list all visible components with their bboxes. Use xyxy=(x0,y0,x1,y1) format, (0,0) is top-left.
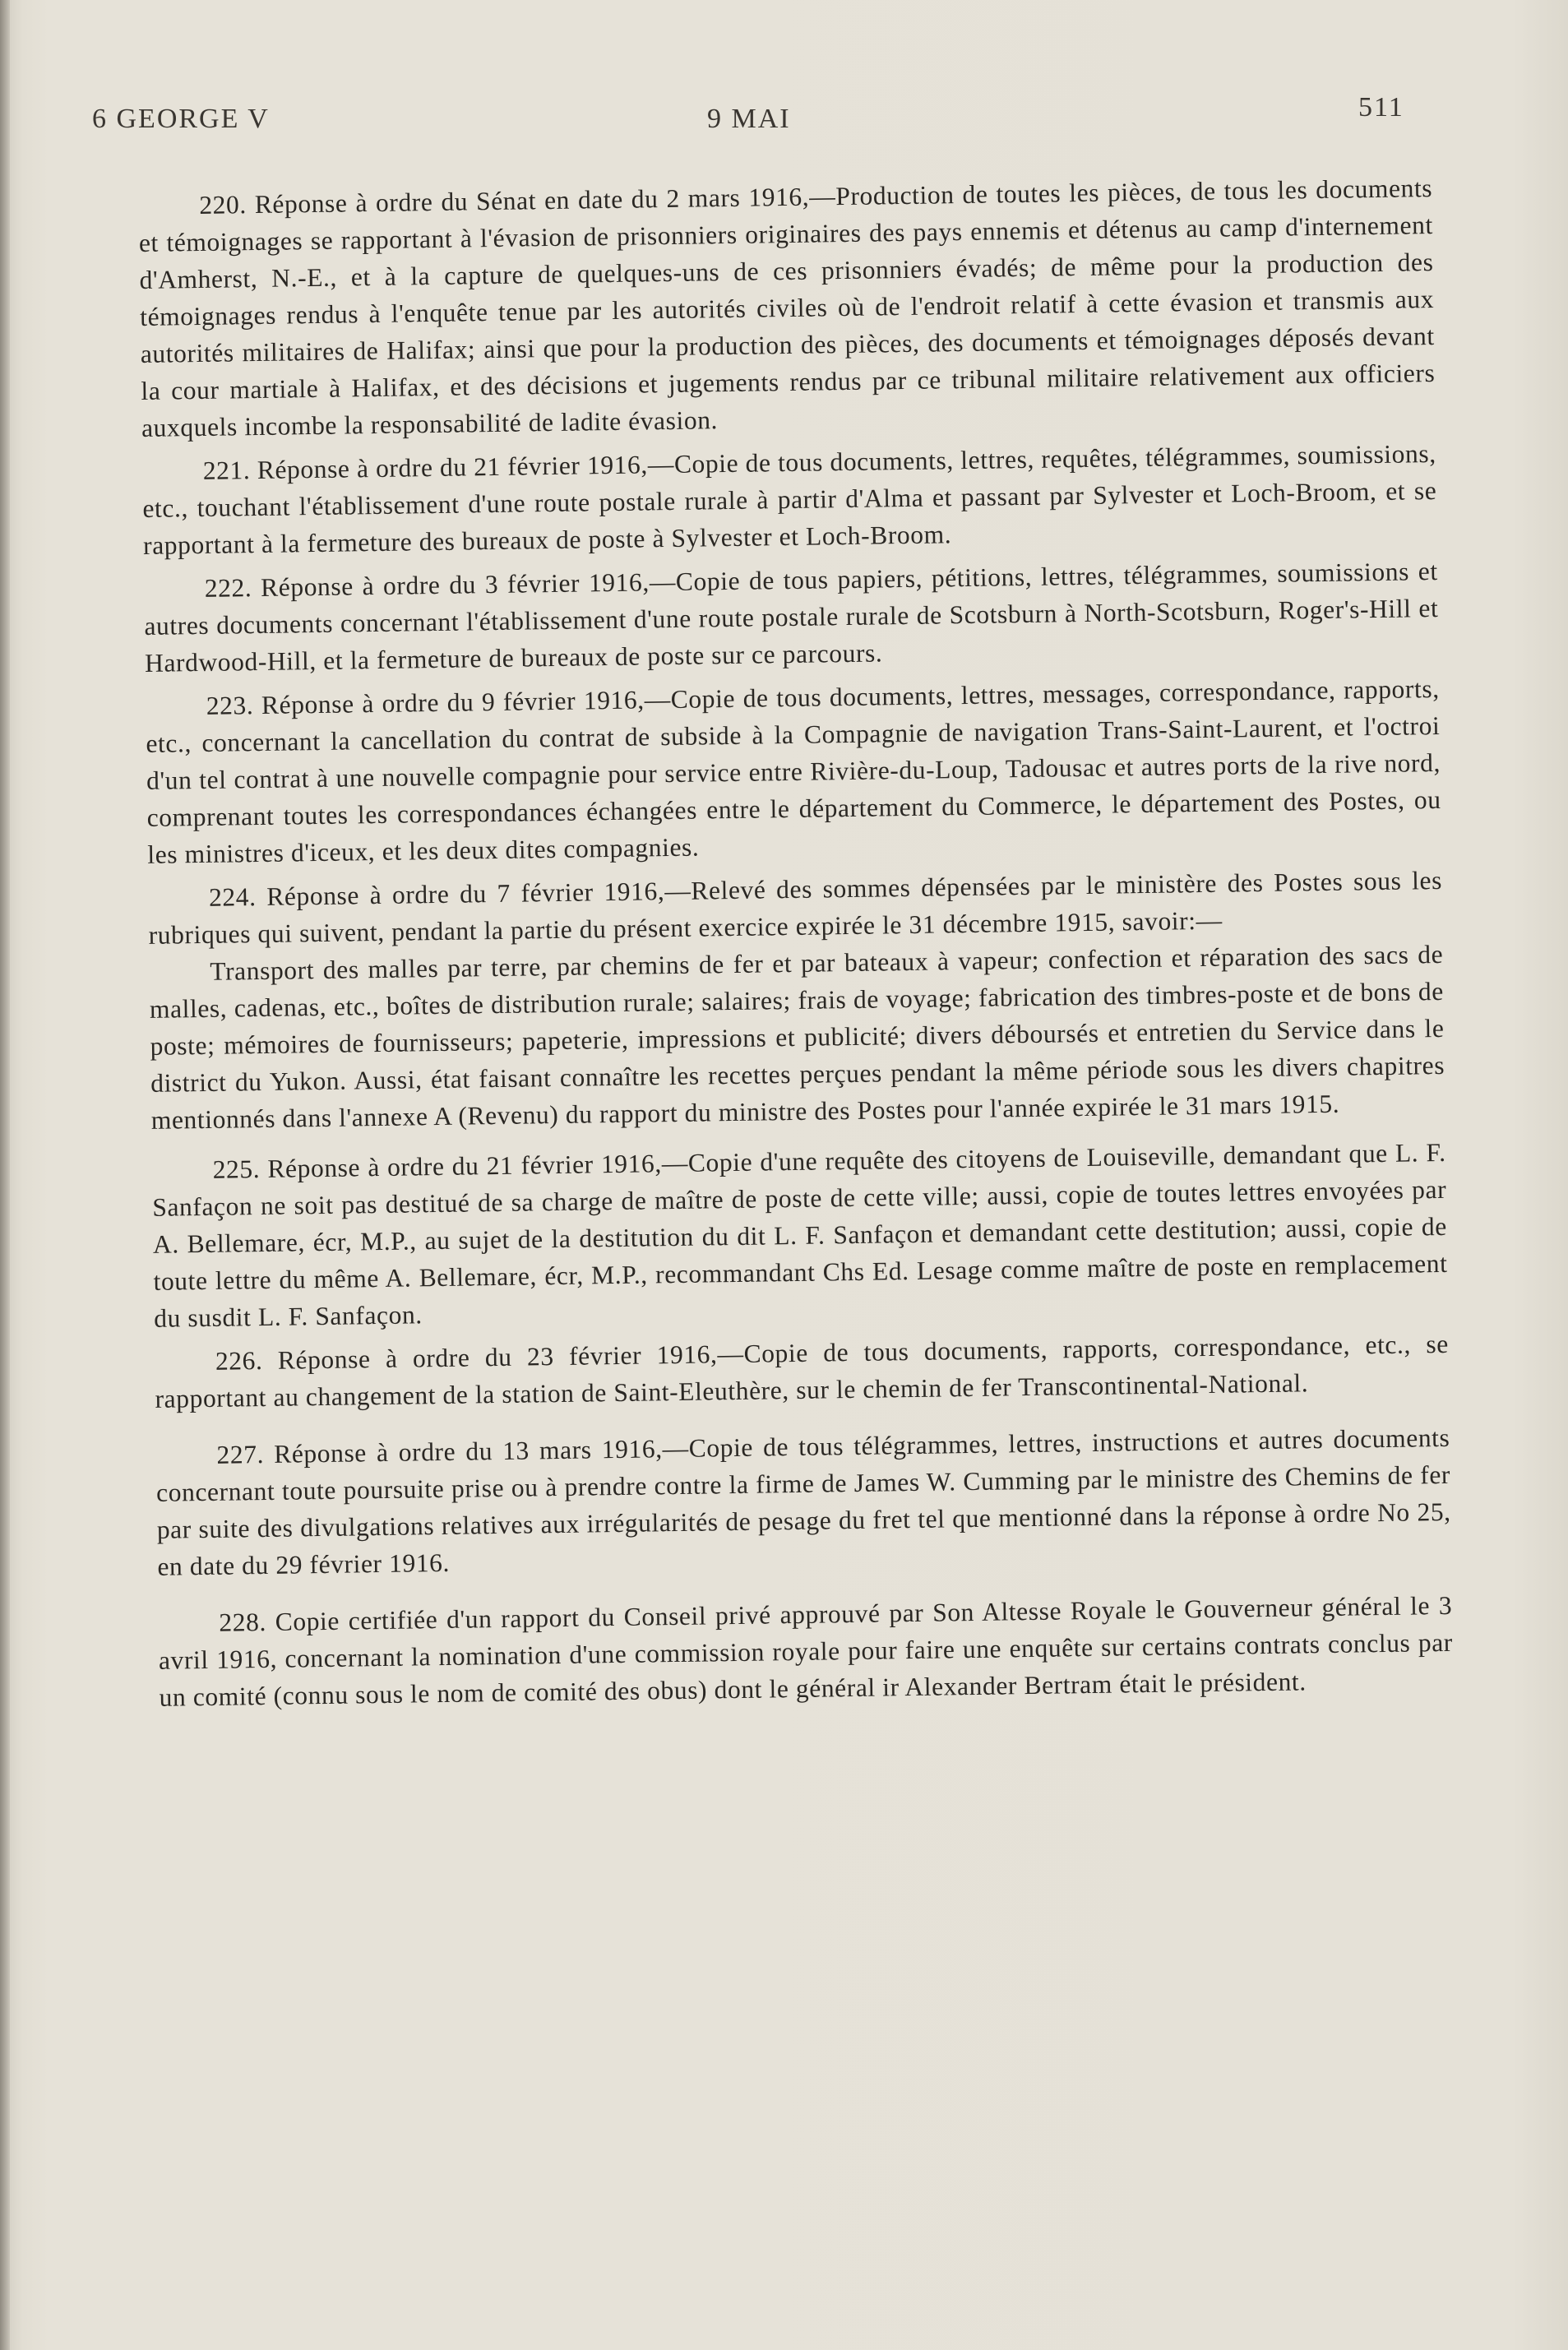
entry-222: 222. Réponse à ordre du 3 février 1916,—Copie de tous papiers, pétitions, lettres, télégrammes, soumissions et autres documents concernant l'établissement d'une route postale rurale de Scotsburn à North-Scotsburn, Roger's-Hill et Hardwood-Hill, et la fermeture de bureaux de poste sur ce parcours. xyxy=(144,556,1439,678)
entry-225: 225. Réponse à ordre du 21 février 1916,—Copie d'une requête des citoyens de Louiseville, demandant que L. F. Sanfaçon ne soit pas destitué de sa charge de maître de poste de cette ville; aussi, copie de toutes lettres envoyées par A. Bellemare, écr, M.P., au sujet de la destitution du dit L. F. Sanfaçon et demandant cette destitution; aussi, copie de toute lettre du même A. Bellemare, écr, M.P., recommandant Chs Ed. Lesage comme maître de poste en remplacement du susdit L. F. Sanfaçon. xyxy=(152,1137,1448,1333)
page-number: 511 xyxy=(1358,92,1404,123)
header-date: 9 MAI xyxy=(707,104,791,134)
running-header xyxy=(92,92,1408,141)
entry-226: 226. Réponse à ordre du 23 février 1916,—Copie de tous documents, rapports, correspondance, etc., se rapportant au changement de la station de Saint-Eleuthère, sur le chemin de fer Transcontinental-National. xyxy=(155,1329,1450,1413)
entry-224: 224. Réponse à ordre du 7 février 1916,—Relevé des sommes dépensées par le ministère des Postes sous les rubriques qui suivent, pendant la partie du présent exercice expirée le 31 décembre 1915, savoir:— xyxy=(148,865,1443,950)
book-spine-shadow xyxy=(0,0,10,2350)
entry-227: 227. Réponse à ordre du 13 mars 1916,—Copie de tous télégrammes, lettres, instructions et autres documents concernant toute poursuite prise ou à prendre contre la firme de James W. Cumming par le ministre des Chemins de fer par suite des divulgations relatives aux irrégularités de pesage du fret tel que mentionné dans la réponse à ordre No 25, en date du 29 février 1916. xyxy=(155,1422,1451,1581)
header-regnal-year: 6 GEORGE V xyxy=(92,104,270,134)
document-body xyxy=(138,169,1454,1723)
entry-223: 223. Réponse à ordre du 9 février 1916,—Copie de tous documents, lettres, messages, correspondance, rapports, etc., concernant la cancellation du contrat de subside à la Compagnie de navigation Trans-Saint-Laurent, et l'octroi d'un tel contrat à une nouvelle compagnie pour service entre Rivière-du-Loup, Tadousac et autres ports de la rive nord, comprenant toutes les correspondances échangées entre le département du Commerce, le département des Postes, ou les ministres d'iceux, et les deux dites compagnies. xyxy=(146,673,1441,869)
entry-224-details: Transport des malles par terre, par chemins de fer et par bateaux à vapeur; confection et réparation des sacs de malles, cadenas, etc., boîtes de distribution rurale; salaires; frais de voyage; fabrication des timbres-poste et de bons de poste; mémoires de fournisseurs; papeterie, impressions et publicité; divers déboursés et entretien du Service dans le district du Yukon. Aussi, état faisant connaître les recettes perçues pendant la même période sous les divers chapitres mentionnés dans l'annexe A (Revenu) du rapport du ministre des Postes pour l'année expirée le 31 mars 1915. xyxy=(149,939,1445,1135)
entry-228: 228. Copie certifiée d'un rapport du Conseil privé approuvé par Son Altesse Royale le Gouverneur général le 3 avril 1916, concernant la nomination d'une commission royale pour faire une enquête sur certains contrats conclus par un comité (connu sous le nom de comité des obus) dont le général ir Alexander Bertram était le président. xyxy=(158,1590,1454,1712)
entry-220: 220. Réponse à ordre du Sénat en date du 2 mars 1916,—Production de toutes les pièces, de tous les documents et témoignages se rapportant à l'évasion de prisonniers originaires des pays ennemis et détenus au camp d'internement d'Amherst, N.-E., et à la capture de quelques-uns de ces prisonniers évadés; de même pour la production des témoignages rendus à l'enquête tenue par les autorités civiles où de l'endroit relatif à cette évasion et transmis aux autorités militaires de Halifax; ainsi que pour la production des pièces, des documents et témoignages déposés devant la cour martiale à Halifax, et des décisions et jugements rendus par ce tribunal militaire relativement aux officiers auxquels incombe la responsabilité de ladite évasion. xyxy=(138,173,1436,442)
entry-221: 221. Réponse à ordre du 21 février 1916,—Copie de tous documents, lettres, requêtes, télégrammes, soumissions, etc., touchant l'établissement d'une route postale rurale à partir d'Alma et passant par Sylvester et Loch-Broom, et se rapportant à la fermeture des bureaux de poste à Sylvester et Loch-Broom. xyxy=(142,438,1437,560)
